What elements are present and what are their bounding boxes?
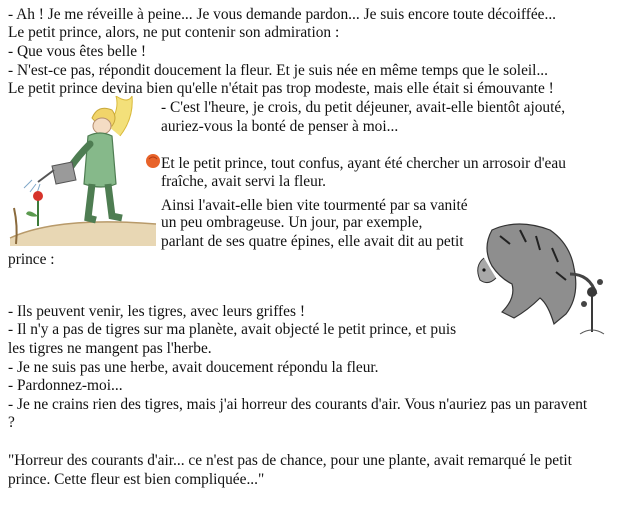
text-line: fraîche, avait servi la fleur. — [161, 173, 326, 190]
text-line: - N'est-ce pas, répondit doucement la fleur. Et je suis née en même temps que le soleil... — [8, 62, 548, 79]
text-line: - Ah ! Je me réveille à peine... Je vous demande pardon... Je suis encore toute décoiffée... — [8, 6, 557, 23]
text-line: Ainsi l'avait-elle bien vite tourmenté par sa vanité — [161, 197, 468, 214]
text-line: Et le petit prince, tout confus, ayant été chercher un arrosoir d'eau — [161, 155, 566, 172]
text-line: "Horreur des courants d'air... ce n'est pas de chance, pour une plante, avait remarqué le petit — [8, 452, 572, 469]
text-line: - Je ne suis pas une herbe, avait doucement répondu la fleur. — [8, 359, 379, 376]
tiger-body — [487, 224, 576, 324]
text-line: les tigres ne mangent pas l'herbe. — [8, 340, 212, 357]
text-line: - Ils peuvent venir, les tigres, avec leurs griffes ! — [8, 303, 305, 320]
text-line: prince : — [8, 251, 55, 268]
red-flower — [33, 191, 43, 201]
text-line: Le petit prince, alors, ne put contenir son admiration : — [8, 24, 340, 41]
text-line: - Je ne crains rien des tigres, mais j'ai horreur des courants d'air. Vous n'auriez pas un paravent — [8, 396, 588, 413]
little-prince-illustration — [8, 96, 158, 246]
tiger-illustration — [470, 214, 620, 344]
text-line: auriez-vous la bonté de penser à moi... — [161, 118, 399, 135]
rose-icon — [144, 152, 162, 172]
text-line: parlant de ses quatre épines, elle avait dit au petit — [161, 233, 464, 250]
planet-ground — [10, 222, 156, 246]
text-line: Le petit prince devina bien qu'elle n'était pas trop modeste, mais elle était si émouvante ! — [8, 80, 554, 97]
text-line: un peu ombrageuse. Un jour, par exemple, — [161, 214, 423, 231]
text-line: - Que vous êtes belle ! — [8, 43, 147, 60]
text-line: - C'est l'heure, je crois, du petit déjeuner, avait-elle bientôt ajouté, — [161, 99, 566, 116]
watering-can — [52, 162, 76, 184]
text-line: - Pardonnez-moi... — [8, 377, 123, 394]
text-line: ? — [8, 414, 15, 431]
text-line: - Il n'y a pas de tigres sur ma planète, avait objecté le petit prince, et puis — [8, 321, 457, 338]
text-line: prince. Cette fleur est bien compliquée..." — [8, 471, 265, 488]
